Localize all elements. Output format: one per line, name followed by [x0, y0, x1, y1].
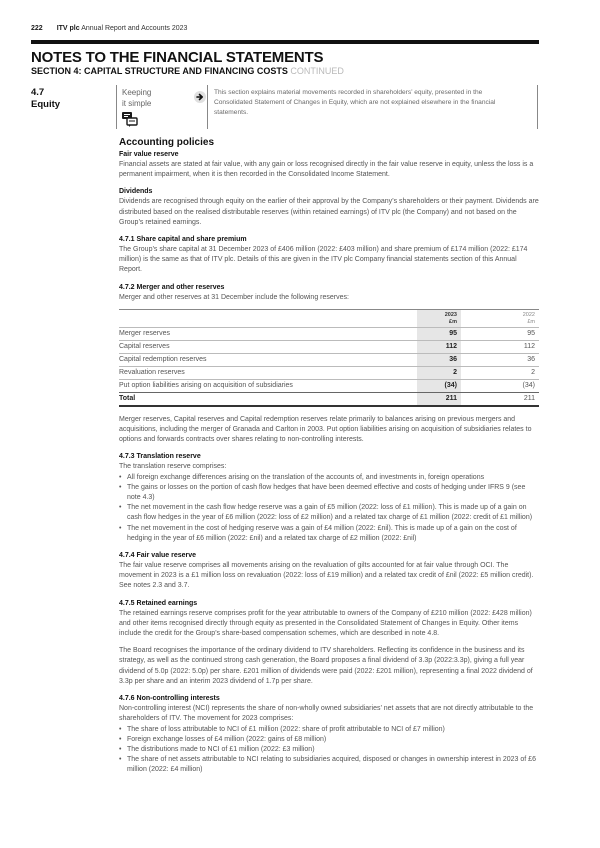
dividends-policy-heading: Dividends	[119, 188, 153, 196]
nci-list	[119, 725, 539, 776]
list-item: • The share of loss attributable to NCI of £1 million (2022: share of profit attributable to NCI of £7 million)	[119, 725, 539, 735]
section-title	[31, 66, 344, 76]
note-name: Equity	[31, 99, 61, 110]
running-head	[31, 25, 187, 32]
keeping-it-simple-label	[122, 87, 168, 109]
nci-heading: 4.7.6 Non-controlling interests	[119, 695, 220, 703]
fair-value-reserve-policy-heading: Fair value reserve	[119, 151, 179, 158]
kis-label-line1: Keeping	[122, 88, 152, 97]
note-number: 4.7	[31, 87, 45, 98]
retained-earnings-heading: 4.7.5 Retained earnings	[119, 599, 198, 607]
col-header-2022: 2022 £m	[522, 311, 535, 325]
fair-value-reserve-text: The fair value reserve comprises all movements arising on the revaluation of gilts accounted for at fair value through OCI. The movement in 2023 is a £1 million loss on revaluation (2022: loss of £19 million) and a related tax credit of £nil (2022: £5 million credit). See notes 2.3 and 3.7.	[119, 562, 534, 590]
page-title: NOTES TO THE FINANCIAL STATEMENTS	[31, 49, 324, 66]
keeping-it-simple-text: This section explains material movements recorded in shareholders’ equity, presented in the Consolidated Statement of Changes in Equity, which are not explained elsewhere in the financial statements.	[214, 89, 496, 116]
table-total-row: Total 211 211	[119, 392, 539, 406]
list-item: • All foreign exchange differences arising on the translation of the accounts of, and investments in, foreign operations	[119, 473, 539, 483]
merger-reserves-explanation: Merger reserves, Capital reserves and Capital redemption reserves relate primarily to balances arising on previous mergers and acquisitions, including the merger of Granada and Carlton in 2003. Put option liabilities arising on acquisition of subsidiaries relates to options and forwards contracts over shares relating to non-controlling interests.	[119, 415, 532, 444]
list-item: • The net movement in the cost of hedging reserve was a gain of £4 million (2022: £nil). This is made up of a gain on the cost of hedging in the year of £6 million (2022: £nil) and a related tax charge of £2 million (2022: £nil)	[119, 524, 539, 544]
kis-right-rule	[537, 85, 538, 129]
brand-name: ITV plc	[56, 25, 80, 32]
list-item: • The net movement in the cash flow hedge reserve was a gain of £5 million (2022: loss of £1 million). This is made up of a gain on cash flow hedges in the year of £6 million (2022: loss of £2 million) and a related tax charge of £1 million (2022: credit of £1 million)	[119, 503, 539, 523]
dividend-statement-text: The Board recognises the importance of the ordinary dividend to ITV shareholders. Reflecting its confidence in the business and its strategy, as well as the continued strong cash generation, the Board proposes a final dividend of 3.3p (2022:3.3p), giving a full year dividend of 5.0p (2022: 5.0p) per share. £201 million of dividends were paid (2022: £201 million), representing a final 2022 dividend of 3.3p per share and an interim 2023 dividend of 1.7p per share.	[119, 647, 533, 685]
report-title: Annual Report and Accounts 2023	[81, 25, 188, 32]
merger-reserves-intro: Merger and other reserves at 31 December include the following reserves:	[119, 293, 349, 301]
col-header-2023: 2023 £m	[417, 309, 461, 327]
arrow-right-circle-icon	[194, 90, 206, 108]
reserves-table	[119, 309, 539, 407]
translation-reserve-heading: 4.7.3 Translation reserve	[119, 453, 201, 461]
note-body	[119, 137, 539, 783]
list-item: • Foreign exchange losses of £4 million (2022: gains of £8 million)	[119, 735, 539, 745]
table-header-row	[119, 309, 539, 327]
list-item: • The gains or losses on the portion of cash flow hedges that have been deemed effective and costs of hedging under IFRS 9 (see note 4.3)	[119, 483, 539, 503]
nci-intro: Non-controlling interest (NCI) represents the share of non-wholly owned subsidiaries’ net assets that are not directly attributable to the shareholders of ITV. The movement for 2023 comprises:	[119, 705, 534, 723]
table-row: Revaluation reserves 2 2	[119, 366, 539, 379]
translation-reserve-list	[119, 473, 539, 544]
dividends-policy-text: Dividends are recognised through equity on the earlier of their approval by the Company’s shareholders or their payment. Dividends are distributed based on the realised distributable reserves (within retained earnings) of ITV plc (the Company) and not based on the Group’s retained earnings.	[119, 198, 539, 226]
section-title-text: SECTION 4: CAPITAL STRUCTURE AND FINANCING COSTS	[31, 66, 288, 76]
accounting-policies-heading: Accounting policies	[119, 137, 215, 148]
fair-value-reserve-heading: 4.7.4 Fair value reserve	[119, 552, 197, 560]
translation-reserve-intro: The translation reserve comprises:	[119, 463, 227, 471]
chat-bubbles-icon	[121, 111, 138, 132]
table-row: Put option liabilities arising on acquisition of subsidiaries (34) (34)	[119, 379, 539, 392]
note-heading	[31, 87, 60, 111]
table-row: Merger reserves 95 95	[119, 327, 539, 340]
fair-value-reserve-policy-text: Financial assets are stated at fair value, with any gain or loss recognised directly in the fair value reserve in equity, unless the loss is a permanent impairment, when it is then recorded in the Consolidated Income Statement.	[119, 161, 534, 179]
list-item: • The distributions made to NCI of £1 million (2022: £3 million)	[119, 745, 539, 755]
share-capital-text: The Group’s share capital at 31 December 2023 of £406 million (2022: £403 million) and share premium of £174 million (2022: £174 million) is the same as that of ITV plc. Details of this are given in the ITV plc Company financial statements section of this Annual Report.	[119, 246, 528, 274]
table-row: Capital redemption reserves 36 36	[119, 353, 539, 366]
list-item: • The share of net assets attributable to NCI relating to subsidiaries acquired, disposed or changes in ownership interest in 2023 of £6 million (2022: £4 million)	[119, 755, 539, 775]
retained-earnings-text: The retained earnings reserve comprises profit for the year attributable to owners of the Company of £210 million (2022: £428 million) and other items recognised directly through equity as presented in the Consolidated Statement of Changes in Equity. Other items include the credit for the Group’s share-based compensation schemes, which are described in note 4.8.	[119, 609, 532, 638]
merger-reserves-heading: 4.7.2 Merger and other reserves	[119, 283, 225, 291]
header-rule	[31, 40, 539, 44]
table-row: Capital reserves 112 112	[119, 340, 539, 353]
keeping-it-simple-box	[116, 85, 208, 129]
continued-label: CONTINUED	[290, 66, 344, 76]
share-capital-heading: 4.7.1 Share capital and share premium	[119, 236, 247, 244]
kis-label-line2: it simple	[122, 99, 152, 108]
page-number: 222	[31, 25, 43, 32]
